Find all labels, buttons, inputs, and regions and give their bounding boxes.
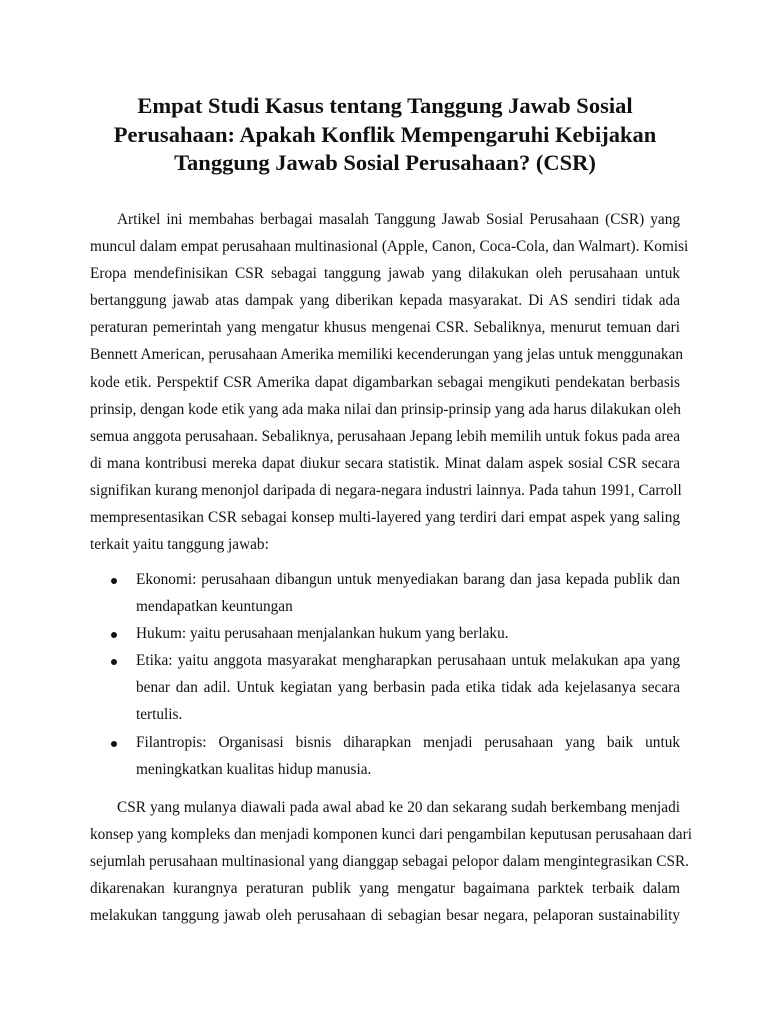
title-line: Perusahaan: Apakah Konflik Mempengaruhi Kebijakan xyxy=(113,121,657,147)
title-line: Empat Studi Kasus tentang Tanggung Jawab Sosial xyxy=(137,93,633,118)
document-title xyxy=(90,92,680,178)
title-line: Tanggung Jawab Sosial Perusahaan? (CSR) xyxy=(174,150,596,175)
text-line: Etika: yaitu anggota masyarakat mengharapkan perusahaan untuk melakukan apa yang xyxy=(136,652,680,670)
list-item-hukum xyxy=(90,620,680,647)
text-line: mempresentasikan CSR sebagai konsep multi-layered yang terdiri dari empat aspek yang saling xyxy=(90,509,680,527)
responsibility-list xyxy=(90,566,680,783)
text-line: benar dan adil. Untuk kegiatan yang berbasin pada etika tidak ada kejelasanya secara xyxy=(136,679,680,697)
text-line: dikarenakan kurangnya peraturan publik yang mengatur bagaimana parktek terbaik dalam xyxy=(90,880,680,898)
bullet-dot-icon xyxy=(111,659,117,665)
text-line: di mana kontribusi mereka dapat diukur secara statistik. Minat dalam aspek sosial CSR secara xyxy=(90,454,680,472)
paragraph-intro xyxy=(90,206,689,558)
text-line: melakukan tanggung jawab oleh perusahaan di sebagian besar negara, pelaporan sustainability xyxy=(90,907,680,925)
text-line: CSR yang mulanya diawali pada awal abad ke 20 dan sekarang sudah berkembang menjadi xyxy=(117,799,680,816)
bullet-dot-icon xyxy=(111,741,117,747)
text-line: muncul dalam empat perusahaan multinasional (Apple, Canon, Coca-Cola, dan Walmart). Komisi xyxy=(90,238,689,256)
text-line: semua anggota perusahaan. Sebaliknya, perusahaan Jepang lebih memilih untuk fokus pada area xyxy=(90,427,681,445)
text-line: Eropa mendefinisikan CSR sebagai tanggung jawab yang dilakukan oleh perusahaan untuk xyxy=(90,265,680,283)
text-line: sejumlah perusahaan multinasional yang dianggap sebagai pelopor dalam mengintegrasikan CSR. xyxy=(90,853,689,871)
text-line: mendapatkan keuntungan xyxy=(136,598,293,616)
text-line: bertanggung jawab atas dampak yang diberikan kepada masyarakat. Di AS sendiri tidak ada xyxy=(90,292,680,310)
text-line: Bennett American, perusahaan Amerika memiliki kecenderungan yang jelas untuk menggunakan xyxy=(90,346,683,364)
list-item-etika xyxy=(90,647,680,728)
text-line: meningkatkan kualitas hidup manusia. xyxy=(136,760,372,778)
text-line: tertulis. xyxy=(136,706,183,724)
text-line: Hukum: yaitu perusahaan menjalankan hukum yang berlaku. xyxy=(136,625,509,643)
text-line: kode etik. Perspektif CSR Amerika dapat digambarkan sebagai mengikuti pendekatan berbasis xyxy=(90,373,680,391)
text-line: signifikan kurang menonjol daripada di negara-negara industri lainnya. Pada tahun 1991, Carroll xyxy=(90,481,682,499)
list-item-filantropis xyxy=(90,729,680,783)
text-line: Filantropis: Organisasi bisnis diharapkan menjadi perusahaan yang baik untuk xyxy=(136,733,680,751)
text-line: Ekonomi: perusahaan dibangun untuk menyediakan barang dan jasa kepada publik dan xyxy=(136,571,680,588)
bullet-dot-icon xyxy=(111,632,117,638)
text-line: Artikel ini membahas berbagai masalah Tanggung Jawab Sosial Perusahaan (CSR) yang xyxy=(117,211,680,228)
paragraph-history xyxy=(90,794,692,929)
bullet-dot-icon xyxy=(111,578,117,584)
text-line: terkait yaitu tanggung jawab: xyxy=(90,536,269,554)
text-line: konsep yang kompleks dan menjadi komponen kunci dari pengambilan keputusan perusahaan dari xyxy=(90,826,692,844)
list-item-ekonomi xyxy=(90,566,680,620)
text-line: prinsip, dengan kode etik yang ada maka nilai dan prinsip-prinsip yang ada harus dilakukan oleh xyxy=(90,400,681,418)
text-line: peraturan pemerintah yang mengatur khusus mengenai CSR. Sebaliknya, menurut temuan dari xyxy=(90,319,680,337)
